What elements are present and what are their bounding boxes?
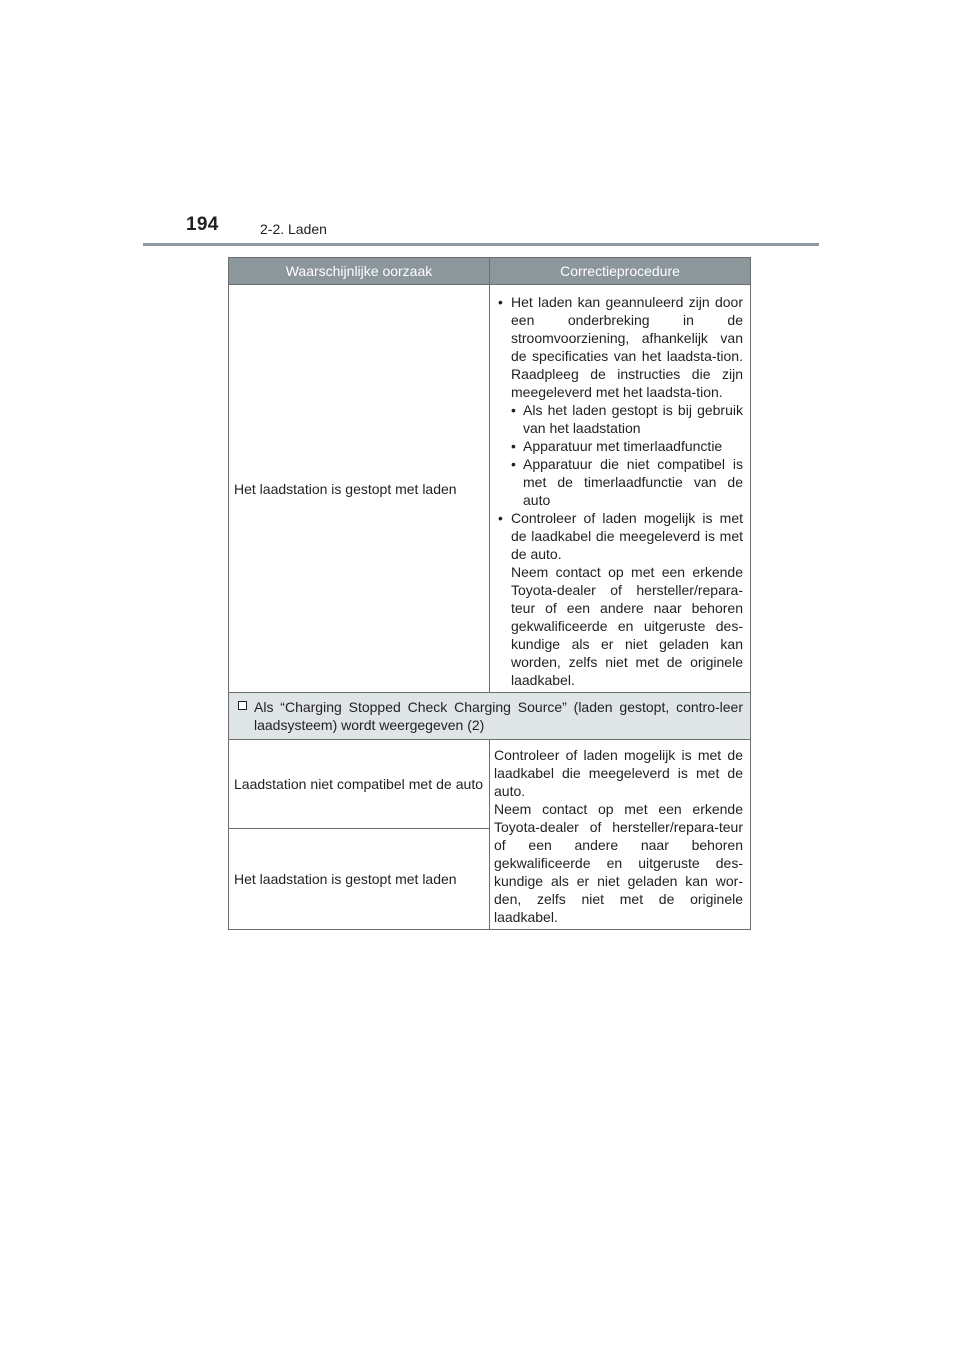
procedure-paragraph: Controleer of laden mogelijk is met de laadkabel die meegeleverd is met de auto. — [494, 747, 743, 799]
table-row — [229, 740, 751, 829]
procedure-sub-bullet: • Apparatuur met timerlaadfunctie — [494, 437, 743, 455]
procedure-paragraph: Neem contact op met een erkende Toyota-dealer of hersteller/repara-teur of een andere naar behoren gekwalificeerde en uitgeruste des-kundige als er niet geladen kan wor-den, zelfs niet met de originele laadkabel. — [494, 801, 743, 925]
header-divider — [143, 243, 819, 246]
page-number: 194 — [186, 214, 219, 235]
procedure-bullet: • Controleer of laden mogelijk is met de laadkabel die meegeleverd is met de auto. — [494, 509, 743, 563]
troubleshooting-table — [228, 257, 751, 930]
cause-cell — [229, 740, 490, 829]
cause-cell: Het laadstation is gestopt met laden — [229, 285, 490, 693]
procedure-bullet: • Het laden kan geannuleerd zijn door een onderbreking in de stroomvoorziening, afhankelijk van de specificaties van het laadsta-tion. Raadpleeg de instructies die zijn meegeleverd met het laadsta-tion. — [494, 293, 743, 401]
procedure-sub-bullet: • Apparatuur die niet compatibel is met de timerlaadfunctie van de auto — [494, 455, 743, 509]
cause-text: Laadstation niet compatibel met de auto — [234, 775, 483, 792]
table-row — [229, 285, 751, 693]
condition-cell — [229, 693, 751, 740]
checkbox-icon — [238, 701, 247, 710]
condition-text: Als “Charging Stopped Check Charging Source” (laden gestopt, contro-leer laadsysteem) wordt weergegeven (2) — [254, 699, 743, 733]
column-header-procedure: Correctieprocedure — [490, 258, 751, 285]
section-title: 2-2. Laden — [260, 221, 327, 237]
procedure-continuation: Neem contact op met een erkende Toyota-dealer of hersteller/repara-teur of een andere naar behoren gekwalificeerde en uitgeruste des-kundige als er niet geladen kan worden, zelfs niet met de originele laadkabel. — [511, 564, 743, 688]
table-header-row — [229, 258, 751, 285]
procedure-sub-bullet: • Als het laden gestopt is bij gebruik van het laadstation — [494, 401, 743, 437]
procedure-cell — [490, 285, 751, 693]
condition-row — [229, 693, 751, 740]
cause-cell: Het laadstation is gestopt met laden — [229, 828, 490, 929]
procedure-cell — [490, 740, 751, 930]
column-header-cause: Waarschijnlijke oorzaak — [229, 258, 490, 285]
